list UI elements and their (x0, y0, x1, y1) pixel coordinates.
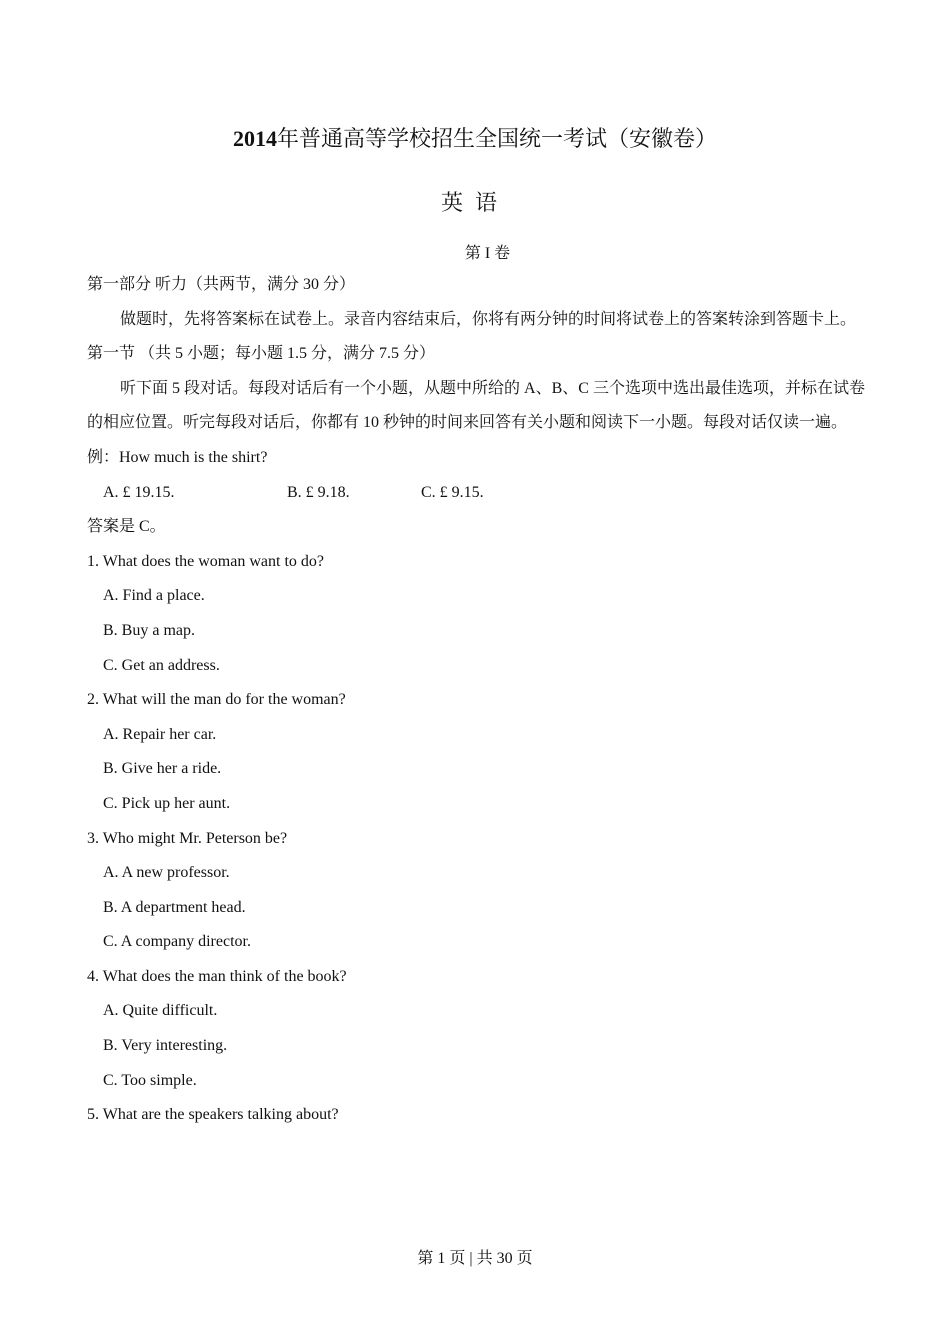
question-text: 1. What does the woman want to do? (87, 552, 324, 570)
example-question: 例：How much is the shirt? (87, 448, 268, 466)
question-option: B. Buy a map. (103, 621, 195, 639)
part1-instruction: 做题时，先将答案标在试卷上。录音内容结束后，你将有两分钟的时间将试卷上的答案转涂到答题卡上。 (120, 310, 857, 328)
question-option: C. Pick up her aunt. (103, 794, 231, 812)
title-text: 年普通高等学校招生全国统一考试（安徽卷） (276, 126, 717, 151)
question-option: A. Repair her car. (103, 725, 217, 743)
question-option: A. Find a place. (103, 587, 205, 605)
example-option: A. £ 19.15. (103, 483, 175, 501)
section1-instruction: 听下面 5 段对话。每段对话后有一个小题，从题中所给的 A、B、C 三个选项中选出最佳选项，并标在试卷的相应位置。听完每段对话后，你都有 10 秒钟的时间来回答有关小题和阅读下一小题。每段对话仅读一遍。 (87, 379, 865, 432)
question-option: C. Too simple. (103, 1071, 197, 1089)
question-option: C. A company director. (103, 933, 251, 951)
part1-heading: 第一部分 听力（共两节，满分 30 分） (87, 276, 356, 293)
example-answer: 答案是 C。 (87, 518, 166, 536)
title-year: 2014 (232, 126, 277, 151)
question-text: 3. Who might Mr. Peterson be? (87, 829, 288, 847)
question-option: B. A department head. (103, 898, 246, 916)
example-option: C. £ 9.15. (421, 483, 484, 501)
document-body (87, 268, 865, 1133)
question-text: 2. What will the man do for the woman? (87, 691, 346, 709)
example-option: B. £ 9.18. (287, 483, 350, 501)
question-option: B. Give her a ride. (103, 760, 222, 778)
question-option: A. Quite difficult. (103, 1002, 218, 1020)
subject-title: 英语 (440, 190, 509, 215)
question-option: B. Very interesting. (103, 1037, 228, 1055)
section1-heading: 第一节 （共 5 小题；每小题 1.5 分，满分 7.5 分） (87, 345, 436, 363)
exam-title (0, 122, 950, 153)
page-footer: 第 1 页 | 共 30 页 (417, 1250, 533, 1267)
question-text: 5. What are the speakers talking about? (87, 1106, 339, 1124)
volume-label: 第 I 卷 (464, 245, 511, 262)
question-option: C. Get an address. (103, 656, 220, 674)
question-option: A. A new professor. (103, 864, 230, 882)
example-options (87, 476, 865, 511)
question-text: 4. What does the man think of the book? (87, 967, 347, 985)
question-list (87, 545, 865, 1133)
